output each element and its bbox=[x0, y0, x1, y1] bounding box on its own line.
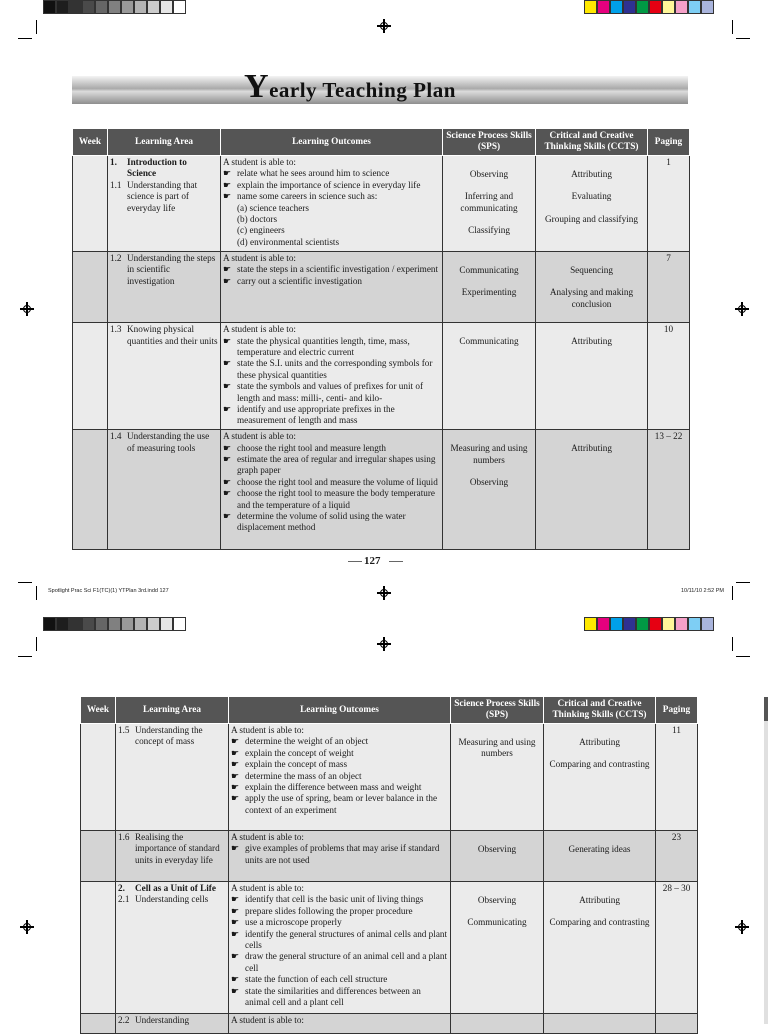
learning-area-cell bbox=[108, 156, 221, 252]
ccts-skill: Comparing and contrasting bbox=[549, 759, 650, 770]
learning-area-cell bbox=[116, 882, 229, 1014]
color-swatch bbox=[675, 617, 688, 631]
sps-cell bbox=[443, 430, 536, 550]
learning-area-cell bbox=[108, 252, 221, 323]
color-swatch bbox=[134, 617, 147, 631]
learning-area-number: 1.4 bbox=[110, 431, 122, 442]
learning-outcomes-cell bbox=[221, 252, 443, 323]
color-swatch bbox=[610, 0, 623, 14]
color-swatch bbox=[662, 0, 675, 14]
outcome-subitem: (d) environmental scientists bbox=[237, 236, 340, 247]
ccts-skill: Attributing bbox=[579, 895, 620, 905]
ccts-skill: Attributing bbox=[571, 336, 612, 347]
color-swatch bbox=[95, 0, 108, 14]
color-swatch bbox=[649, 617, 662, 631]
learning-area-text: Understanding the concept of mass bbox=[135, 725, 203, 747]
outcome-item: ☛ state the S.I. units and the corresponding symbols for these physical quantities bbox=[223, 358, 440, 381]
sps-skill: Observing bbox=[469, 169, 509, 179]
learning-area-number: 1.2 bbox=[110, 253, 122, 263]
page-number: 127 bbox=[364, 555, 381, 567]
color-swatch bbox=[147, 617, 160, 631]
learning-outcomes-cell bbox=[229, 882, 451, 1014]
color-swatch bbox=[584, 617, 597, 631]
color-swatch bbox=[95, 617, 108, 631]
outcome-subitem: (c) engineers bbox=[237, 225, 285, 236]
color-swatch bbox=[108, 0, 121, 14]
registration-mark bbox=[377, 586, 391, 600]
facing-page-edge bbox=[764, 697, 768, 1024]
color-swatch bbox=[82, 617, 95, 631]
page-number-rule bbox=[389, 561, 403, 562]
outcome-item: ☛ use a microscope properly bbox=[231, 917, 448, 928]
learning-area-text: Understanding that science is part of everyday life bbox=[127, 179, 198, 213]
learning-area-text: Cell as a Unit of Life bbox=[135, 883, 216, 893]
header-learning-area: Learning Area bbox=[108, 129, 221, 156]
color-swatch bbox=[43, 617, 56, 631]
outcome-item: ☛ choose the right tool and measure length bbox=[223, 443, 440, 454]
learning-area-line bbox=[110, 157, 218, 180]
outcomes-intro: A student is able to: bbox=[223, 253, 296, 263]
outcome-item: ☛ choose the right tool and measure the volume of liquid bbox=[223, 477, 440, 488]
color-swatch bbox=[160, 617, 173, 631]
learning-outcomes-cell bbox=[229, 831, 451, 882]
slug-left: Spotlight Prac Sci F1(TC)(1) YTPlan 3rd.indd 127 bbox=[48, 588, 169, 594]
paging-cell: 28 – 30 bbox=[656, 882, 698, 1014]
learning-outcomes-cell bbox=[221, 430, 443, 550]
registration-mark bbox=[377, 637, 391, 651]
paging-cell: 7 bbox=[648, 252, 690, 323]
plan-row bbox=[81, 882, 698, 1014]
header-learning-area: Learning Area bbox=[116, 697, 229, 724]
ccts-cell bbox=[536, 252, 648, 323]
header-paging: Paging bbox=[656, 697, 698, 724]
outcome-item: ☛ identify and use appropriate prefixes in the measurement of length and mass bbox=[223, 404, 440, 427]
color-swatch bbox=[597, 617, 610, 631]
outcomes-intro: A student is able to: bbox=[231, 1015, 304, 1025]
paging-cell: 23 bbox=[656, 831, 698, 882]
header-sps: Science Process Skills (SPS) bbox=[451, 697, 544, 724]
learning-outcomes-cell bbox=[221, 156, 443, 252]
learning-area-cell bbox=[116, 724, 229, 831]
outcome-item: ☛ explain the concept of mass bbox=[231, 759, 448, 770]
learning-area-line bbox=[118, 832, 226, 866]
sps-skill: Measuring and using numbers bbox=[450, 443, 528, 465]
learning-area-number: 2.2 bbox=[118, 1015, 130, 1025]
outcome-item: ☛ draw the general structure of an animal cell and a plant cell bbox=[231, 951, 448, 974]
outcome-item: ☛ prepare slides following the proper procedure bbox=[231, 906, 448, 917]
week-cell bbox=[81, 724, 116, 831]
ccts-cell bbox=[544, 882, 656, 1014]
learning-area-number: 1.3 bbox=[110, 324, 122, 335]
outcomes-intro: A student is able to: bbox=[231, 883, 304, 893]
teaching-plan-table-2 bbox=[80, 696, 698, 1034]
outcomes-intro: A student is able to: bbox=[231, 832, 304, 842]
header-ccts: Critical and Creative Thinking Skills (CCTS) bbox=[536, 129, 648, 156]
paging-cell: 11 bbox=[656, 724, 698, 831]
color-swatch bbox=[610, 617, 623, 631]
learning-area-text: Realising the importance of standard units in everyday life bbox=[135, 832, 220, 865]
sps-cell bbox=[443, 323, 536, 430]
outcomes-intro: A student is able to: bbox=[231, 725, 304, 735]
color-swatch bbox=[597, 0, 610, 14]
crop-mark bbox=[36, 20, 37, 34]
sps-skill: Observing bbox=[477, 895, 517, 905]
ccts-skill: Grouping and classifying bbox=[545, 213, 638, 224]
outcome-item: ☛ determine the mass of an object bbox=[231, 771, 448, 782]
outcome-item: ☛ identify that cell is the basic unit of living things bbox=[231, 894, 448, 905]
learning-area-text: Understanding the use of measuring tools bbox=[127, 431, 210, 453]
week-cell bbox=[73, 430, 108, 550]
learning-area-number: 1.6 bbox=[118, 832, 130, 842]
outcome-item: ☛ state the steps in a scientific investigation / experiment bbox=[223, 264, 440, 275]
crop-mark bbox=[732, 637, 733, 651]
sps-skill: Inferring and communicating bbox=[460, 191, 518, 213]
header-paging: Paging bbox=[648, 129, 690, 156]
crop-mark bbox=[736, 656, 750, 657]
color-swatch bbox=[56, 617, 69, 631]
learning-area-text: Understanding the steps in scientific investigation bbox=[127, 253, 216, 286]
header-ccts: Critical and Creative Thinking Skills (CCTS) bbox=[544, 697, 656, 724]
learning-area-cell bbox=[108, 323, 221, 430]
header-week: Week bbox=[73, 129, 108, 156]
learning-area-cell bbox=[116, 831, 229, 882]
paging-cell: 10 bbox=[648, 323, 690, 430]
learning-area-line bbox=[118, 725, 226, 748]
crop-mark bbox=[18, 582, 32, 583]
outcome-item: ☛ determine the volume of solid using the water displacement method bbox=[223, 511, 440, 534]
outcomes-intro: A student is able to: bbox=[223, 157, 296, 167]
color-swatch bbox=[675, 0, 688, 14]
color-swatch bbox=[173, 0, 186, 14]
outcome-item: ☛ determine the weight of an object bbox=[231, 736, 448, 747]
ccts-skill: Analysing and making conclusion bbox=[549, 287, 634, 309]
color-swatch bbox=[173, 617, 186, 631]
color-swatch bbox=[160, 0, 173, 14]
crop-mark bbox=[18, 656, 32, 657]
color-swatch bbox=[636, 0, 649, 14]
week-cell bbox=[81, 882, 116, 1014]
color-swatch bbox=[662, 617, 675, 631]
outcome-item: ☛ explain the concept of weight bbox=[231, 748, 448, 759]
ccts-skill: Sequencing bbox=[570, 265, 613, 275]
ccts-skill: Generating ideas bbox=[568, 844, 631, 854]
page-title bbox=[244, 68, 456, 106]
header-week: Week bbox=[81, 697, 116, 724]
plan-row bbox=[73, 430, 690, 550]
sps-skill: Classifying bbox=[468, 225, 510, 236]
learning-area-line bbox=[110, 431, 218, 454]
outcome-item: ☛ give examples of problems that may arise if standard units are not used bbox=[231, 843, 448, 866]
color-swatch bbox=[688, 0, 701, 14]
outcome-item: ☛ apply the use of spring, beam or lever balance in the context of an experiment bbox=[231, 793, 448, 816]
outcome-item: ☛ carry out a scientific investigation bbox=[223, 276, 440, 287]
page-number-rule bbox=[348, 561, 362, 562]
color-swatch bbox=[69, 617, 82, 631]
color-swatch bbox=[636, 617, 649, 631]
sps-skill: Communicating bbox=[459, 336, 519, 347]
learning-area-number: 1. bbox=[110, 157, 117, 167]
paging-cell: 13 – 22 bbox=[648, 430, 690, 550]
sps-cell bbox=[443, 252, 536, 323]
learning-area-number: 2. bbox=[118, 883, 125, 893]
color-swatch bbox=[688, 617, 701, 631]
registration-mark bbox=[20, 302, 34, 316]
sps-skill: Observing bbox=[477, 844, 517, 854]
learning-area-line bbox=[118, 894, 226, 905]
color-swatch bbox=[121, 0, 134, 14]
ccts-skill: Comparing and contrasting bbox=[549, 917, 650, 928]
color-swatch bbox=[701, 617, 714, 631]
registration-mark bbox=[377, 19, 391, 33]
sps-cell bbox=[451, 724, 544, 831]
plan-row bbox=[73, 156, 690, 252]
learning-area-number: 2.1 bbox=[118, 894, 130, 905]
crop-mark bbox=[736, 38, 750, 39]
ccts-skill: Attributing bbox=[579, 737, 620, 747]
learning-area-text: Knowing physical quantities and their units bbox=[127, 324, 218, 346]
sps-skill: Communicating bbox=[467, 917, 527, 928]
crop-mark bbox=[18, 38, 32, 39]
ccts-cell bbox=[544, 831, 656, 882]
outcome-subitem: (a) science teachers bbox=[237, 202, 309, 213]
registration-mark bbox=[735, 920, 749, 934]
color-swatch bbox=[584, 0, 597, 14]
ccts-cell bbox=[544, 724, 656, 831]
outcome-item: ☛ estimate the area of regular and irregular shapes using graph paper bbox=[223, 454, 440, 477]
learning-outcomes-cell bbox=[229, 724, 451, 831]
color-swatch bbox=[134, 0, 147, 14]
outcome-item: ☛ state the similarities and differences between an animal cell and a plant cell bbox=[231, 986, 448, 1009]
crop-mark bbox=[732, 586, 733, 600]
learning-area-number: 1.1 bbox=[110, 179, 122, 190]
sps-skill: Measuring and using numbers bbox=[458, 737, 536, 759]
week-cell bbox=[81, 831, 116, 882]
learning-area-line bbox=[110, 253, 218, 287]
color-swatch bbox=[147, 0, 160, 14]
outcome-item: ☛ state the function of each cell structure bbox=[231, 974, 448, 985]
teaching-plan-table-1 bbox=[72, 128, 690, 550]
crop-mark bbox=[732, 20, 733, 34]
title-initial: Y bbox=[244, 68, 270, 105]
learning-area-line bbox=[110, 180, 218, 214]
title-rest: early Teaching Plan bbox=[269, 78, 456, 102]
color-swatch bbox=[43, 0, 56, 14]
ccts-cell bbox=[536, 156, 648, 252]
color-swatch bbox=[108, 617, 121, 631]
color-swatch bbox=[623, 0, 636, 14]
slug-right: 10/11/10 2:52 PM bbox=[681, 588, 725, 594]
sps-cell bbox=[451, 882, 544, 1014]
sps-skill: Experimenting bbox=[461, 287, 517, 298]
ccts-cell bbox=[536, 323, 648, 430]
crop-mark bbox=[736, 582, 750, 583]
color-swatch bbox=[623, 617, 636, 631]
sps-skill: Observing bbox=[469, 477, 509, 488]
week-cell bbox=[73, 156, 108, 252]
week-cell bbox=[73, 252, 108, 323]
ccts-skill: Evaluating bbox=[571, 191, 612, 202]
sps-cell bbox=[443, 156, 536, 252]
plan-row bbox=[81, 724, 698, 831]
color-swatch bbox=[649, 0, 662, 14]
color-swatch bbox=[56, 0, 69, 14]
color-swatch bbox=[69, 0, 82, 14]
header-learning-outcomes: Learning Outcomes bbox=[229, 697, 451, 724]
header-sps: Science Process Skills (SPS) bbox=[443, 129, 536, 156]
crop-mark bbox=[36, 586, 37, 600]
outcome-item: ☛ choose the right tool to measure the body temperature and the temperature of a liquid bbox=[223, 488, 440, 511]
registration-mark bbox=[735, 302, 749, 316]
week-cell bbox=[73, 323, 108, 430]
outcomes-intro: A student is able to: bbox=[223, 431, 296, 442]
outcome-item: ☛ name some careers in science such as: bbox=[223, 191, 440, 202]
learning-area-line bbox=[118, 1015, 226, 1026]
ccts-cell bbox=[536, 430, 648, 550]
registration-mark bbox=[20, 920, 34, 934]
ccts-skill: Attributing bbox=[571, 443, 612, 454]
outcome-item: ☛ state the physical quantities length, time, mass, temperature and electric current bbox=[223, 336, 440, 359]
learning-area-text: Understanding bbox=[135, 1015, 190, 1025]
learning-area-line bbox=[110, 324, 218, 347]
ccts-skill: Attributing bbox=[571, 169, 612, 179]
outcome-item: ☛ explain the difference between mass and weight bbox=[231, 782, 448, 793]
sps-skill: Communicating bbox=[459, 265, 519, 275]
outcomes-intro: A student is able to: bbox=[223, 324, 296, 335]
learning-area-number: 1.5 bbox=[118, 725, 130, 735]
learning-area-line bbox=[118, 883, 226, 894]
outcome-item: ☛ identify the general structures of animal cells and plant cells bbox=[231, 929, 448, 952]
color-swatch bbox=[82, 0, 95, 14]
plan-row bbox=[73, 323, 690, 430]
paging-cell: 1 bbox=[648, 156, 690, 252]
plan-row bbox=[81, 831, 698, 882]
crop-mark bbox=[36, 637, 37, 651]
sps-cell bbox=[451, 831, 544, 882]
color-swatch bbox=[701, 0, 714, 14]
outcome-item: ☛ relate what he sees around him to science bbox=[223, 168, 440, 179]
outcome-subitem: (b) doctors bbox=[237, 214, 278, 225]
learning-area-text: Understanding cells bbox=[135, 894, 209, 905]
header-learning-outcomes: Learning Outcomes bbox=[221, 129, 443, 156]
color-swatch bbox=[121, 617, 134, 631]
outcome-item: ☛ state the symbols and values of prefixes for unit of length and mass: milli-, centi- and kilo- bbox=[223, 381, 440, 404]
outcome-item: ☛ explain the importance of science in everyday life bbox=[223, 180, 440, 191]
learning-outcomes-cell bbox=[221, 323, 443, 430]
learning-area-cell bbox=[108, 430, 221, 550]
plan-row bbox=[73, 252, 690, 323]
learning-area-text: Introduction to Science bbox=[127, 157, 187, 179]
